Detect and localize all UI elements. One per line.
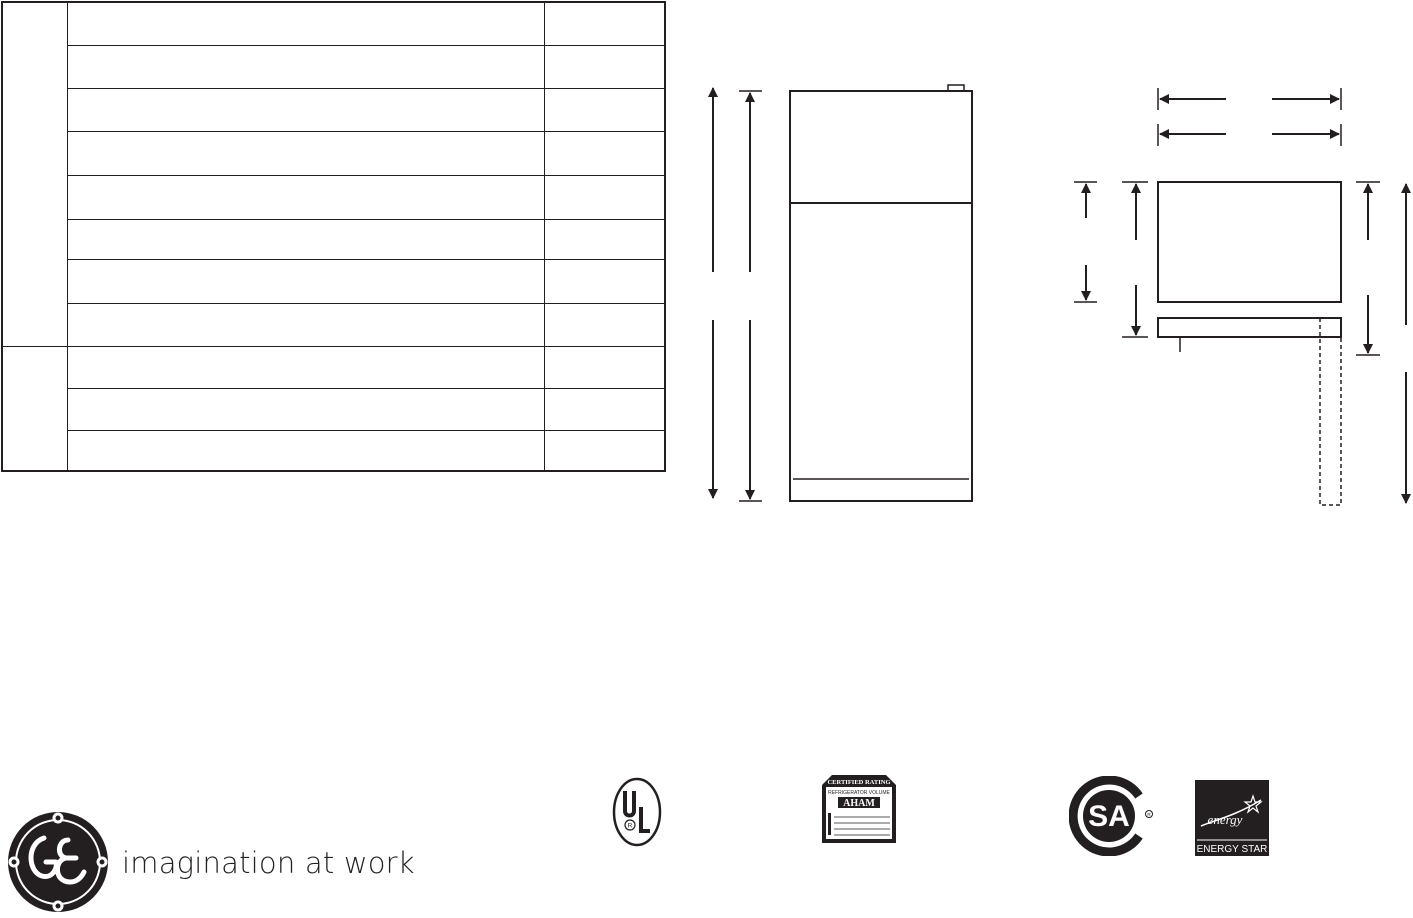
table-cell-value [544, 260, 545, 303]
svg-text:SA: SA [1088, 800, 1130, 833]
table-cell-value [544, 304, 545, 346]
table-cell-value [544, 132, 545, 175]
table-row [68, 389, 664, 431]
table-row [68, 304, 664, 347]
table-cell-value [544, 89, 545, 131]
side-view-diagram [1060, 80, 1413, 515]
svg-text:AHAM: AHAM [843, 798, 875, 809]
table-row [68, 46, 664, 89]
table-row [68, 176, 664, 220]
table-cell-value [544, 3, 545, 45]
table-row [68, 3, 664, 46]
spec-table [1, 1, 666, 472]
table-cell-value [544, 389, 545, 430]
front-view-diagram [690, 75, 990, 515]
group-label-1 [3, 3, 68, 347]
svg-text:REFRIGERATOR VOLUME: REFRIGERATOR VOLUME [828, 790, 890, 796]
table-cell-value [544, 220, 545, 259]
svg-text:CERTIFIED RATING: CERTIFIED RATING [827, 779, 891, 786]
table-cell-value [544, 347, 545, 388]
svg-text:energy: energy [1207, 812, 1243, 827]
svg-text:R: R [1147, 812, 1151, 817]
cabinet-top-view [1158, 182, 1341, 302]
table-cell-value [544, 431, 545, 472]
ge-monogram-logo [6, 810, 110, 914]
table-row [68, 347, 664, 389]
refrigerator-body [790, 91, 972, 501]
ge-tagline: imagination at work [122, 846, 415, 880]
table-row [68, 220, 664, 260]
door-top-view [1158, 318, 1341, 337]
energy-star-icon [1195, 780, 1269, 856]
group-label-2 [3, 347, 68, 472]
csa-icon [1069, 776, 1155, 856]
table-cell-value [544, 176, 545, 219]
svg-text:R: R [627, 822, 633, 830]
aham-certified-icon [820, 773, 898, 845]
table-row [68, 431, 664, 472]
table-cell-value [544, 46, 545, 88]
svg-text:ENERGY STAR: ENERGY STAR [1196, 844, 1268, 855]
table-row [68, 132, 664, 176]
ul-listed-icon [612, 777, 662, 847]
table-row [68, 260, 664, 304]
door-open-dashed [1320, 318, 1341, 505]
table-row [68, 89, 664, 132]
